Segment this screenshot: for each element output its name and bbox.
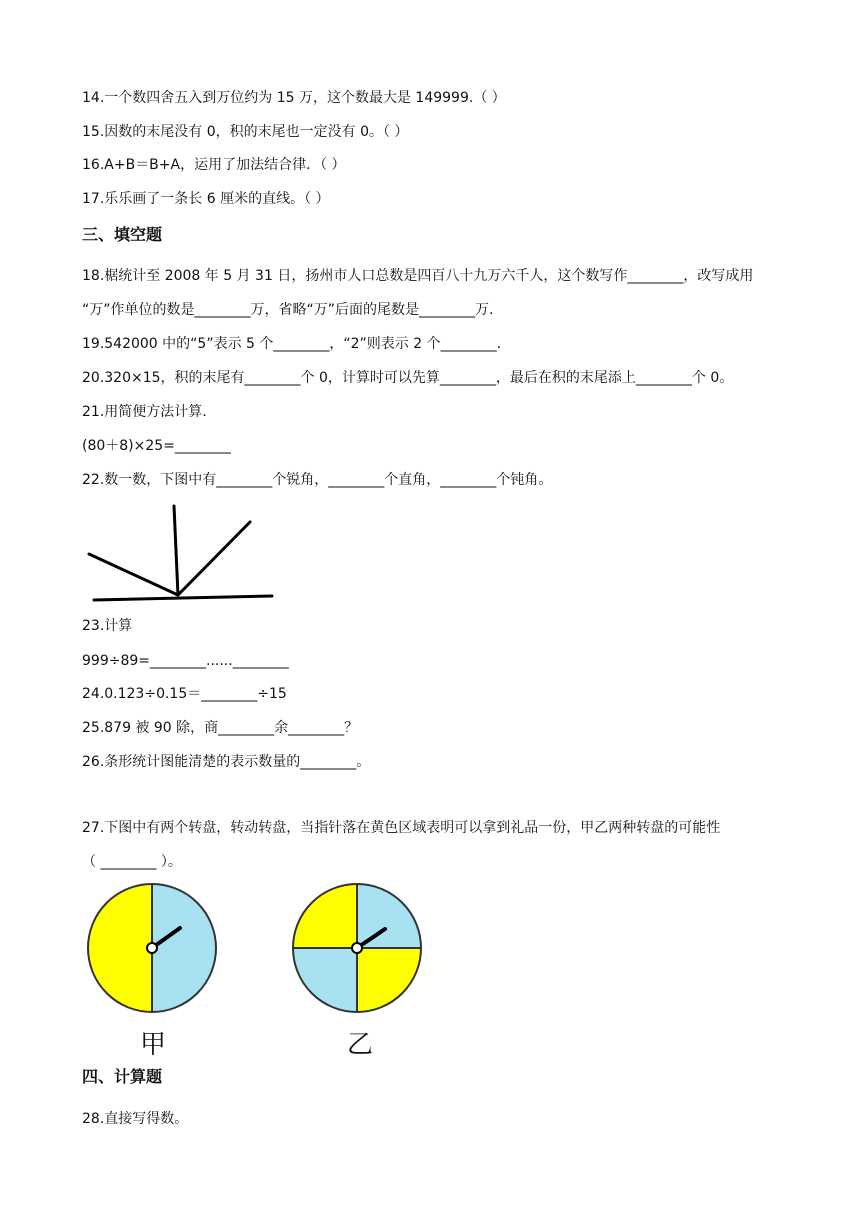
question-23: 23.计算 [82,618,133,634]
question-17: 17.乐乐画了一条长 6 厘米的直线。（ ） [82,191,330,207]
spinner-yi-label: 乙 [347,1030,374,1060]
question-22: 22.数一数，下图中有________个锐角，________个直角，________个钝角。 [82,472,553,488]
question-15: 15.因数的末尾没有 0，积的末尾也一定没有 0。（ ） [82,124,409,140]
question-27-line-1: 27.下图中有两个转盘，转动转盘，当指针落在黄色区域表明可以拿到礼品一份，甲乙两种转盘的可能性 [82,820,721,836]
question-27-line-2: （ ________ ）。 [82,854,182,870]
angle-baseline [94,596,272,600]
spinner-jia-label: 甲 [140,1030,167,1060]
question-18-line-1: 18.椐统计至 2008 年 5 月 31 日，扬州市人口总数是四百八十九万六千人，这个数写作________，改写成用 [82,268,754,284]
question-19: 19.542000 中的“5”表示 5 个________，“2”则表示 2 个________. [82,336,502,352]
angle-ray-right [178,522,250,595]
spinner-yi [291,882,423,1014]
spinner-jia [86,882,218,1014]
question-20: 20.320×15，积的末尾有________个 0，计算时可以先算________，最后在积的末尾添上________个 0。 [82,370,734,386]
section-calculation-title: 四、计算题 [82,1067,163,1086]
question-26: 26.条形统计图能清楚的表示数量的________。 [82,754,371,770]
angle-ray-left [89,554,178,595]
question-14: 14.一个数四舍五入到万位约为 15 万，这个数最大是 149999.（ ） [82,90,506,106]
spinner-jia-blue-half [152,884,216,1012]
spinner-jia-yellow-half [88,884,152,1012]
section-fill-in-title: 三、填空题 [82,225,163,244]
question-21-expression: (80＋8)×25=________ [82,438,231,454]
question-28: 28.直接写得数。 [82,1111,189,1127]
question-24: 24.0.123÷0.15＝________÷15 [82,686,287,702]
question-25: 25.879 被 90 除，商________余________？ [82,720,359,736]
angle-figure [84,500,284,606]
question-16: 16.A+B＝B+A，运用了加法结合律．（ ） [82,157,346,173]
question-21: 21.用简便方法计算. [82,404,207,420]
question-18-line-2: “万”作单位的数是________万，省略“万”后面的尾数是________万. [82,302,494,318]
angle-ray-vertical [174,506,178,595]
question-23-expression: 999÷89=________......________ [82,653,289,669]
